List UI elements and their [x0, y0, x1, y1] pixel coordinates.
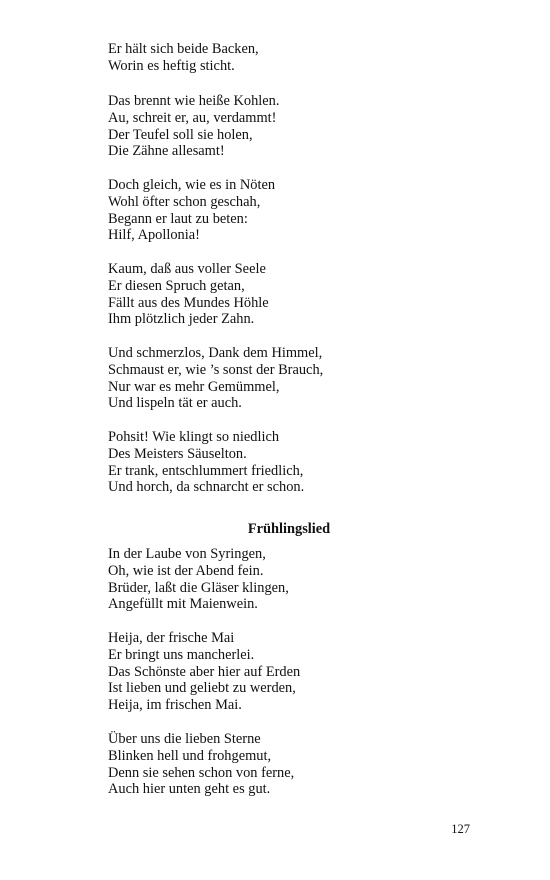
verse-line: Heija, der frische Mai [108, 630, 235, 646]
poem2-stanza-2 [108, 630, 300, 714]
verse-line: Denn sie sehen schon von ferne, [108, 764, 295, 781]
verse-line: Wohl öfter schon geschah, [108, 193, 261, 210]
verse-line: Pohsit! Wie klingt so niedlich [108, 429, 280, 445]
verse-line: Nur war es mehr Gemümmel, [108, 378, 280, 395]
verse-line: Heija, im frischen Mai. [108, 697, 242, 714]
verse-line: Er bringt uns mancherlei. [108, 646, 255, 663]
poem1-stanza-1 [108, 41, 259, 75]
poem1-stanza-4 [108, 261, 269, 328]
poem1-stanza-2 [108, 93, 279, 160]
verse-line: Schmaust er, wie ’s sonst der Brauch, [108, 361, 324, 378]
verse-line: Au, schreit er, au, verdammt! [108, 109, 277, 126]
verse-line: Blinken hell und frohgemut, [108, 747, 272, 764]
verse-line: In der Laube von Syringen, [108, 546, 266, 562]
verse-line: Er diesen Spruch getan, [108, 277, 245, 294]
verse-line: Hilf, Apollonia! [108, 227, 200, 244]
verse-line: Kaum, daß aus voller Seele [108, 261, 266, 277]
verse-line: Oh, wie ist der Abend fein. [108, 562, 264, 579]
verse-line: Des Meisters Säuselton. [108, 445, 247, 462]
verse-line: Das Schönste aber hier auf Erden [108, 663, 301, 680]
verse-line: Und lispeln tät er auch. [108, 395, 242, 412]
verse-line: Ist lieben und geliebt zu werden, [108, 680, 296, 697]
verse-line: Er hält sich beide Backen, [108, 41, 259, 57]
verse-line: Angefüllt mit Maienwein. [108, 596, 258, 613]
verse-line: Begann er laut zu beten: [108, 210, 248, 227]
poem1-stanza-6 [108, 429, 304, 496]
verse-line: Und horch, da schnarcht er schon. [108, 479, 305, 496]
verse-line: Und schmerzlos, Dank dem Himmel, [108, 345, 323, 361]
verse-line: Fällt aus des Mundes Höhle [108, 294, 269, 311]
verse-line: Das brennt wie heiße Kohlen. [108, 93, 280, 109]
verse-line: Doch gleich, wie es in Nöten [108, 177, 276, 193]
poem2-stanza-1 [108, 546, 289, 613]
poem1-stanza-3 [108, 177, 275, 244]
verse-line: Die Zähne allesamt! [108, 143, 225, 160]
verse-line: Über uns die lieben Sterne [108, 731, 261, 747]
verse-line: Ihm plötzlich jeder Zahn. [108, 311, 255, 328]
verse-line: Der Teufel soll sie holen, [108, 126, 253, 143]
poem1-stanza-5 [108, 345, 323, 412]
verse-line: Auch hier unten geht es gut. [108, 781, 271, 798]
poem2-stanza-3 [108, 731, 294, 798]
poem-title: Frühlingslied [247, 521, 331, 537]
verse-line: Worin es heftig sticht. [108, 57, 235, 74]
verse-line: Brüder, laßt die Gläser klingen, [108, 579, 289, 596]
verse-line: Er trank, entschlummert friedlich, [108, 462, 304, 479]
page-number: 127 [451, 822, 470, 836]
